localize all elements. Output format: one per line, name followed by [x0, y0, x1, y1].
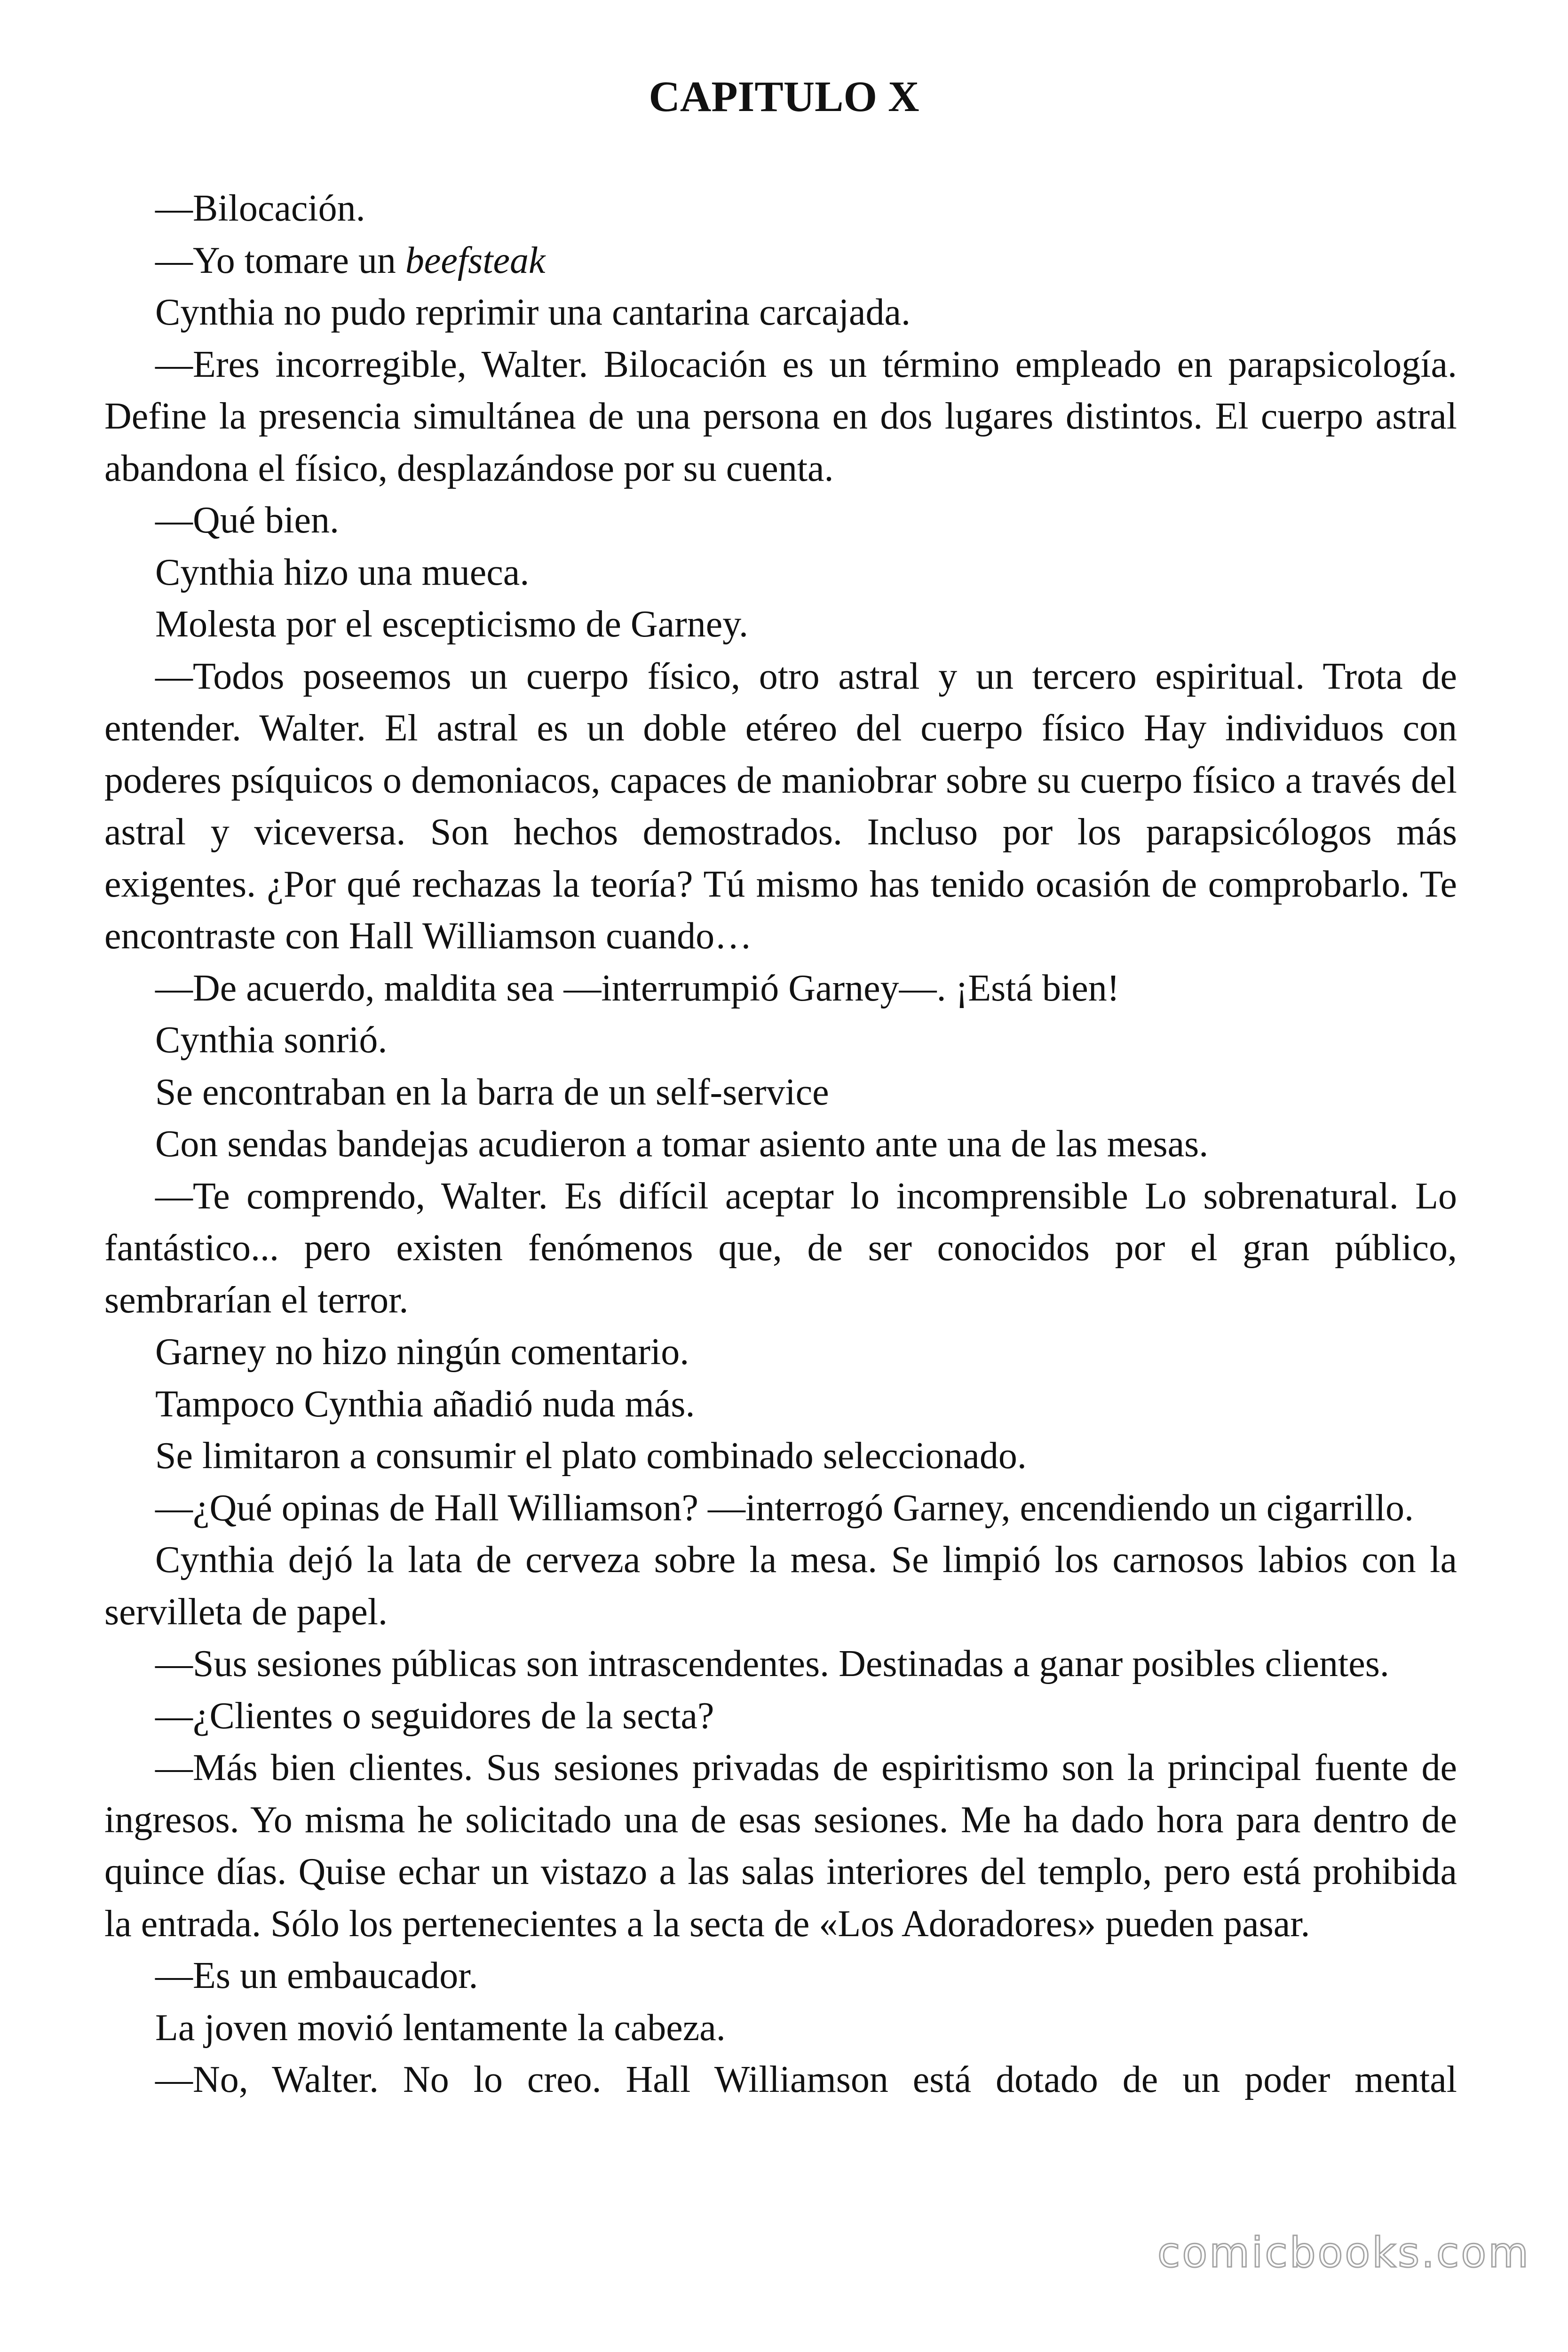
- paragraph: —Es un embaucador.: [155, 1955, 478, 1996]
- paragraph: —De acuerdo, maldita sea —interrumpió Garney—. ¡Está bien!: [155, 967, 1120, 1009]
- body-text: [104, 183, 1457, 2106]
- paragraph: [104, 235, 1457, 287]
- chapter-title: CAPITULO X: [649, 72, 919, 120]
- paragraph: La joven movió lentamente la cabeza.: [155, 2007, 726, 2049]
- paragraph: —Bilocación.: [155, 188, 365, 229]
- paragraph: Cynthia sonrió.: [155, 1019, 388, 1061]
- paragraph: —Sus sesiones públicas son intrascendentes. Destinadas a ganar posibles clientes.: [155, 1643, 1389, 1685]
- paragraph: —Eres incorregible, Walter. Bilocación es un término empleado en parapsicología. Define la presencia simultánea de una persona en dos lugares distintos. El cuerpo astral abandona el físico, desplazándose por su cuenta.: [104, 343, 1457, 489]
- paragraph: Cynthia dejó la lata de cerveza sobre la mesa. Se limpió los carnosos labios con la servilleta de papel.: [104, 1539, 1457, 1633]
- paragraph: Con sendas bandejas acudieron a tomar asiento ante una de las mesas.: [155, 1123, 1209, 1165]
- paragraph: —Te comprendo, Walter. Es difícil aceptar lo incomprensible Lo sobrenatural. Lo fantástico... pero existen fenómenos que, de ser conocidos por el gran público, sembrarían el terror.: [104, 1175, 1457, 1321]
- paragraph: Molesta por el escepticismo de Garney.: [155, 604, 749, 645]
- paragraph: —Todos poseemos un cuerpo físico, otro astral y un tercero espiritual. Trota de entender. Walter. El astral es un doble etéreo del cuerpo físico Hay individuos con poderes psíquicos o demoniacos, capaces de maniobrar sobre su cuerpo físico a través del astral y viceversa. Son hechos demostrados. Incluso por los parapsicólogos más exigentes. ¿Por qué rechazas la teoría? Tú mismo has tenido ocasión de comprobarlo. Te encontraste con Hall Williamson cuando…: [104, 655, 1457, 957]
- paragraph: Tampoco Cynthia añadió nuda más.: [155, 1383, 695, 1425]
- paragraph: —¿Clientes o seguidores de la secta?: [155, 1695, 714, 1737]
- paragraph: —Más bien clientes. Sus sesiones privadas de espiritismo son la principal fuente de ingresos. Yo misma he solicitado una de esas sesiones. Me ha dado hora para dentro de quince días. Quise echar un vistazo a las salas interiores del templo, pero está prohibida la entrada. Sólo los pertenecientes a la secta de «Los Adoradores» pueden pasar.: [104, 1747, 1457, 1945]
- watermark: comicbooks.com: [1157, 2228, 1530, 2277]
- paragraph: Cynthia no pudo reprimir una cantarina carcajada.: [155, 292, 911, 333]
- italic-word: beefsteak: [405, 239, 546, 281]
- paragraph: Se limitaron a consumir el plato combinado seleccionado.: [155, 1435, 1027, 1477]
- paragraph: Garney no hizo ningún comentario.: [155, 1331, 689, 1373]
- paragraph: —¿Qué opinas de Hall Williamson? —interrogó Garney, encendiendo un cigarrillo.: [155, 1487, 1414, 1529]
- paragraph-text: —Yo tomare un: [155, 239, 405, 281]
- paragraph: —No, Walter. No lo creo. Hall Williamson está dotado de un poder mental: [155, 2059, 1457, 2100]
- paragraph: Se encontraban en la barra de un self-service: [155, 1071, 829, 1113]
- paragraph: Cynthia hizo una mueca.: [155, 551, 530, 593]
- paragraph: —Qué bien.: [155, 500, 340, 541]
